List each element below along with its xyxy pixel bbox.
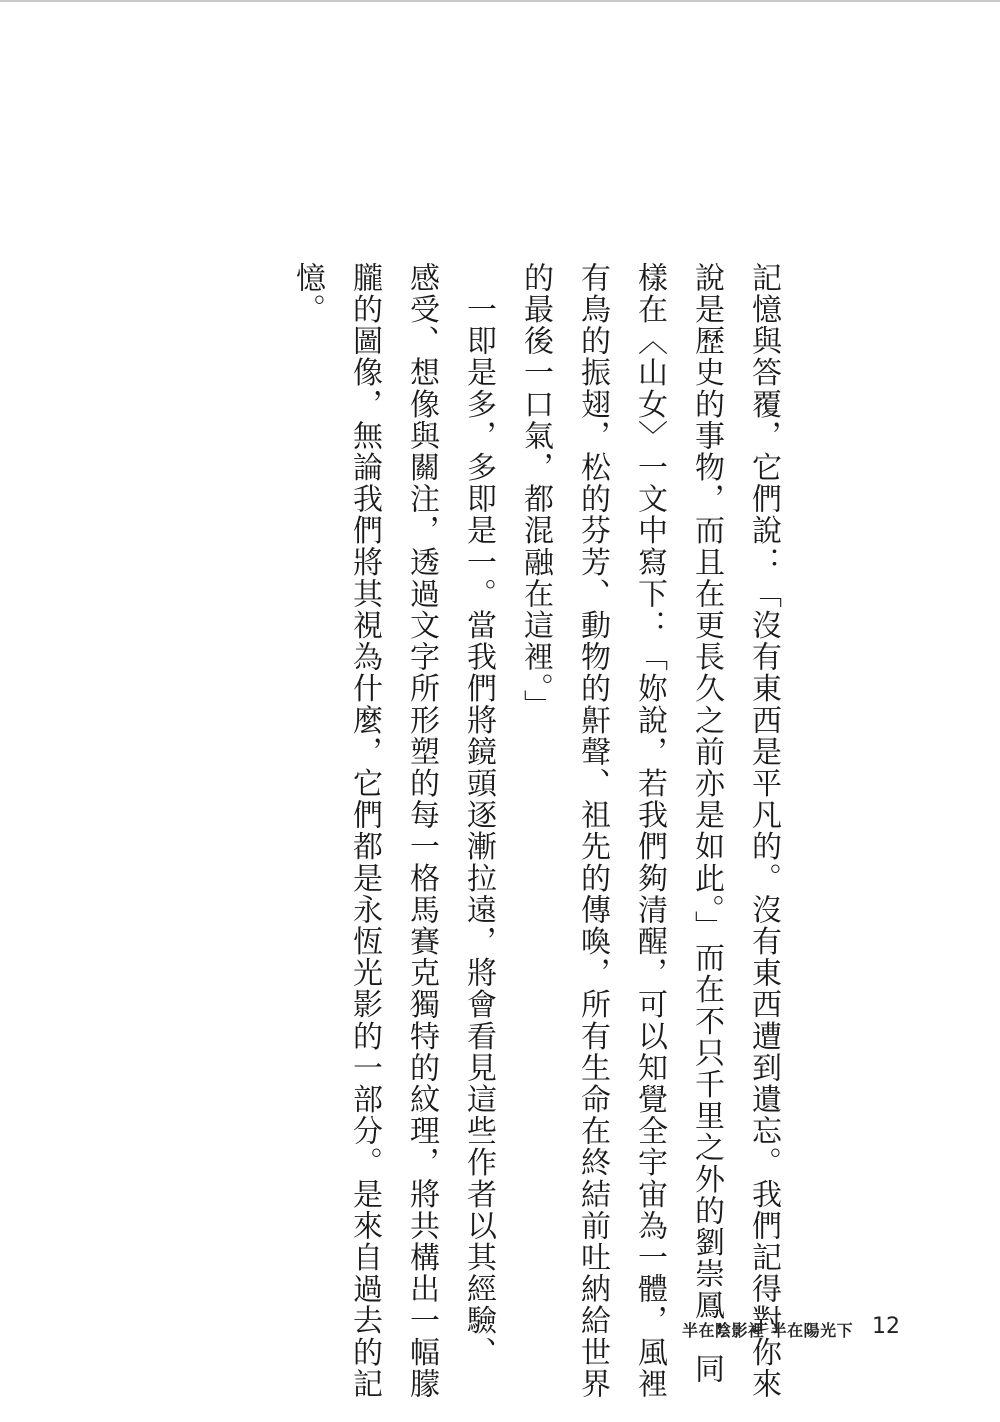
text-column-8: 朧的圖像，無論我們將其視為什麼，它們都是永恆光影的一部分。是來自過去的記 xyxy=(347,262,382,1400)
running-footer-title: 半在陰影裡 半在陽光下 xyxy=(682,1321,854,1340)
text-column-9: 憶。 xyxy=(290,262,325,326)
text-column-4: 有鳥的振翅，松的芬芳、動物的鼾聲、祖先的傳喚，所有生命在終結前吐納給世界 xyxy=(575,262,610,1400)
text-column-5: 的最後一口氣，都混融在這裡。」 xyxy=(518,262,553,721)
text-column-1: 記憶與答覆，它們說：「沒有東西是平凡的。沒有東西遭到遺忘。我們記得對你來 xyxy=(746,262,781,1400)
text-column-6: 一即是多，多即是一。當我們將鏡頭逐漸拉遠，將會看見這些作者以其經驗、 xyxy=(461,262,496,1368)
text-column-7: 感受、想像與關注，透過文字所形塑的每一格馬賽克獨特的紋理，將共構出一幅朦 xyxy=(404,262,439,1400)
top-border-rule xyxy=(0,0,1000,2)
text-column-2: 說是歷史的事物，而且在更長久之前亦是如此。」而在不只千里之外的劉崇鳳，同 xyxy=(689,262,724,1385)
page-number: 12 xyxy=(872,1314,900,1339)
text-column-3: 樣在〈山女〉一文中寫下：「妳說，若我們夠清醒，可以知覺全宇宙為一體，風裡 xyxy=(632,262,667,1400)
